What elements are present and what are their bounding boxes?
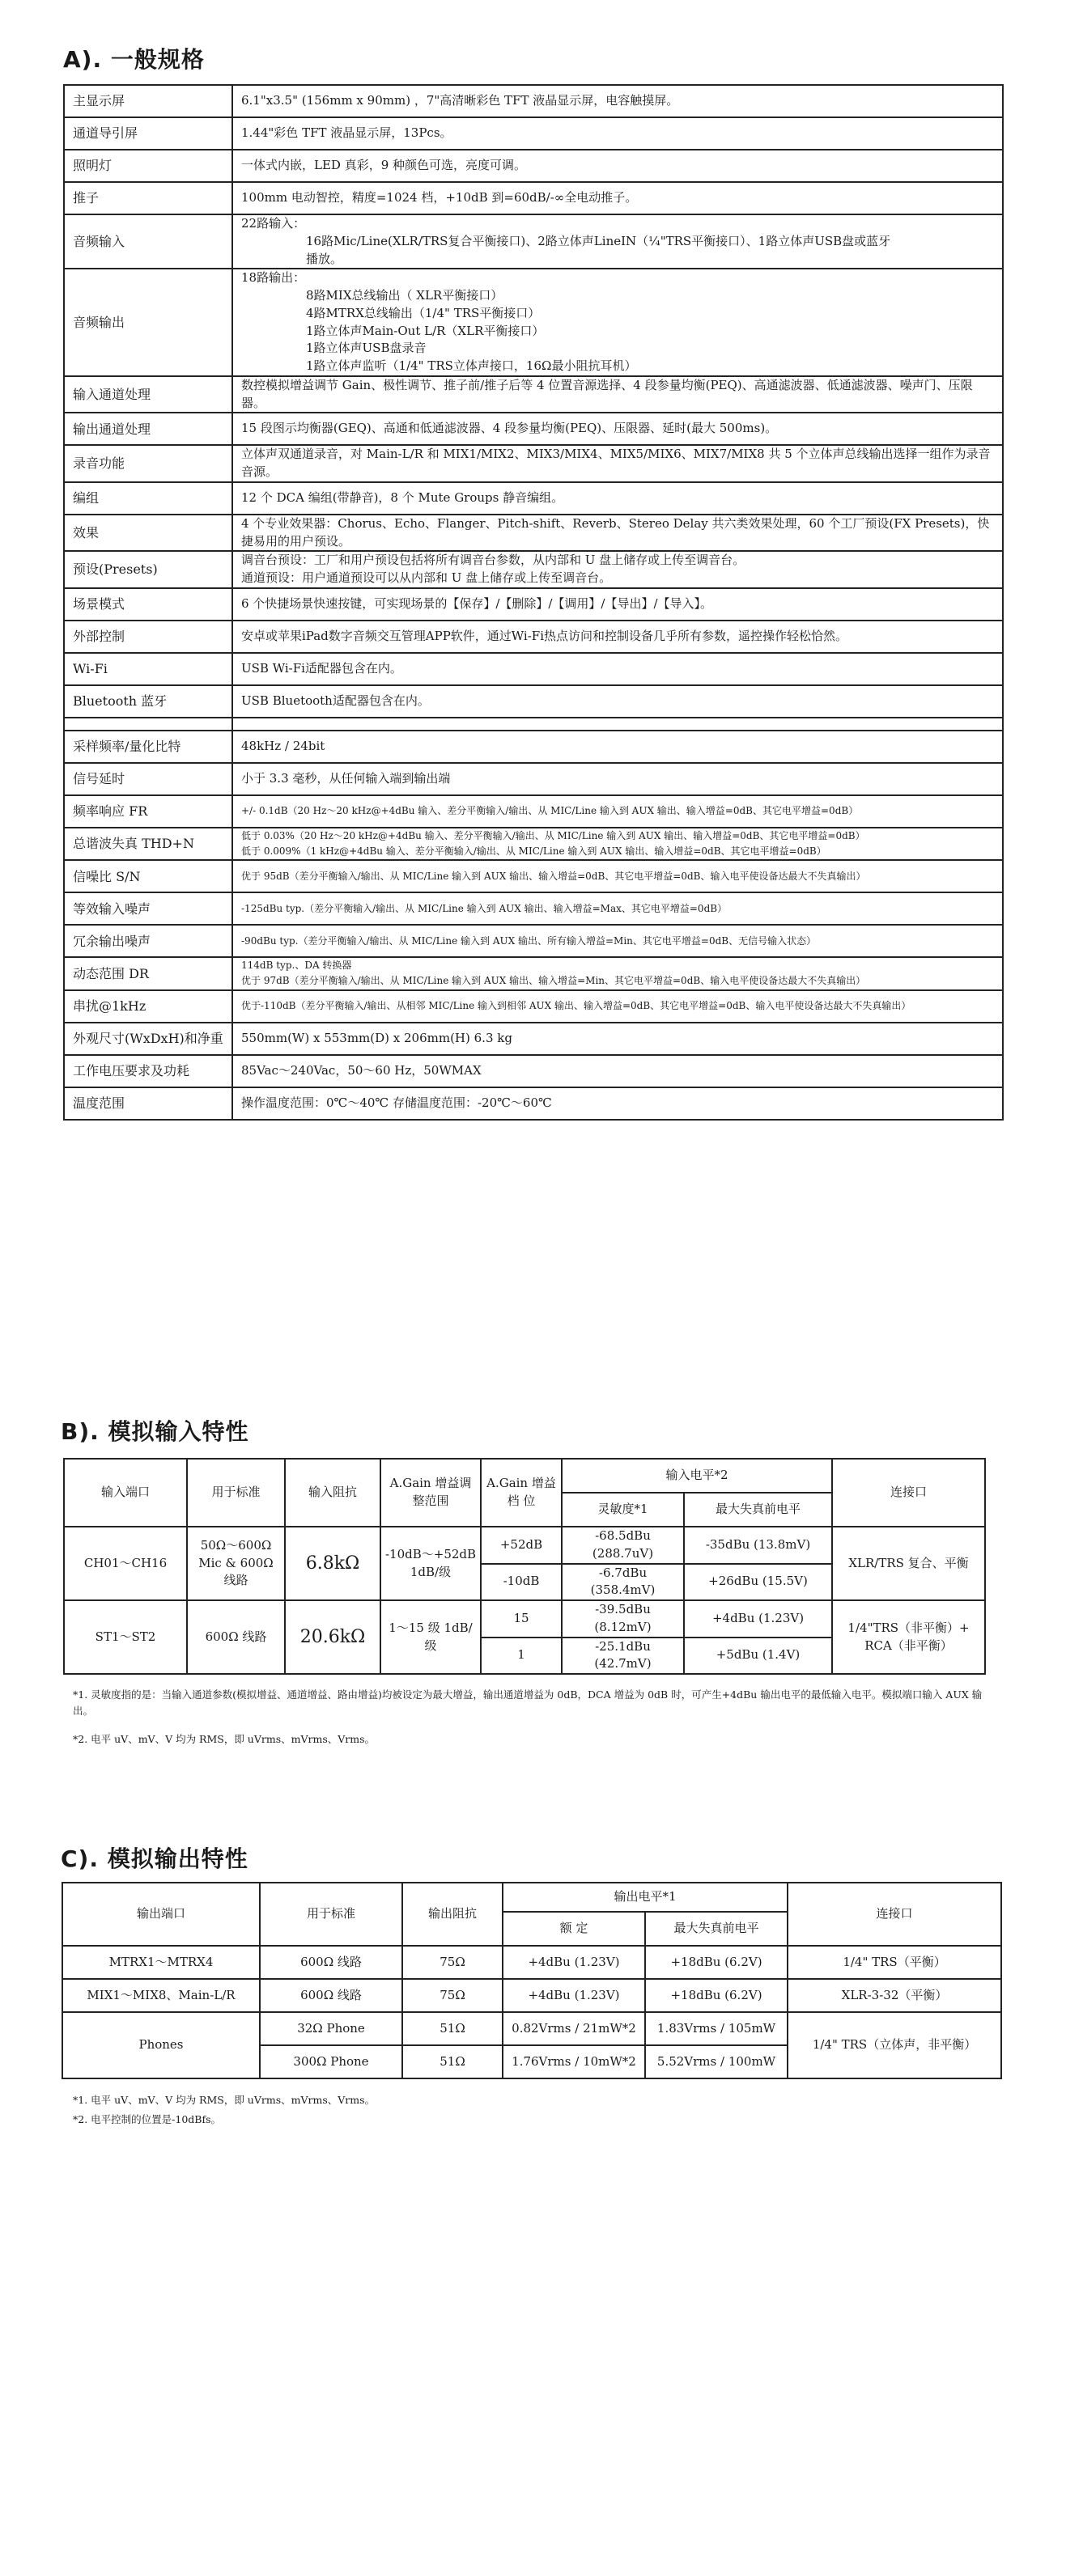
spec-value: 85Vac～240Vac，50～60 Hz，50WMAX: [232, 1055, 1003, 1087]
spec-value: [232, 957, 1003, 989]
spec-label: Bluetooth 蓝牙: [64, 685, 232, 718]
header-connector: 连接口: [832, 1459, 985, 1527]
spec-label: 音频输入: [64, 214, 232, 269]
spec-value-line: -90dBu typ.（差分平衡输入/输出、从 MIC/Line 输入到 AUX 输出、所有输入增益=Min、其它电平增益=0dB、无信号输入状态）: [241, 934, 817, 947]
spec-value: 550mm(W) x 553mm(D) x 206mm(H) 6.3 kg: [232, 1023, 1003, 1055]
header-use: 用于标准: [260, 1883, 402, 1946]
table-row: [64, 892, 1003, 925]
header-use: 用于标准: [187, 1459, 285, 1527]
spec-value: 48kHz / 24bit: [232, 731, 1003, 763]
spec-value: [232, 828, 1003, 860]
spec-value-line: 调音台预设：工厂和用户预设包括将所有调音台参数，从内部和 U 盘上储存或上传至调音台。: [241, 553, 745, 568]
spec-label: 外观尺寸(WxDxH)和净重: [64, 1023, 232, 1055]
spec-label: 动态范围 DR: [64, 957, 232, 989]
input-note-1: *1. 灵敏度指的是：当输入通道参数(模拟增益、通道增益、路由增益)均被设定为最大增益，输出通道增益为 0dB，DCA 增益为 0dB 时，可产生+4dBu 输出电平的最低输入电平。模拟端口输入 AUX 输出。: [73, 1688, 983, 1717]
header-gain-position: A.Gain 增益档 位: [481, 1459, 562, 1527]
gain-range-cell: 1～15 级 1dB/级: [380, 1600, 481, 1674]
table-row: [64, 653, 1003, 685]
use-cell: 600Ω 线路: [260, 1979, 402, 2012]
spec-value: [232, 860, 1003, 892]
spec-label: 信噪比 S/N: [64, 860, 232, 892]
use-cell: 600Ω 线路: [187, 1600, 285, 1674]
table-row: [62, 1979, 1001, 2012]
gain-position-cell: +52dB: [481, 1527, 562, 1564]
rated-cell: +4dBu (1.23V): [503, 1946, 645, 1979]
spec-value: 6.1"x3.5" (156mm x 90mm) ，7"高清晰彩色 TFT 液晶显示屏，电容触摸屏。: [232, 85, 1003, 117]
port-cell: MIX1～MIX8、Main-L/R: [62, 1979, 260, 2012]
spec-value: [232, 214, 1003, 269]
spec-label: 录音功能: [64, 445, 232, 482]
spec-value: [232, 551, 1003, 588]
max-level-cell: 1.83Vrms / 105mW: [645, 2012, 788, 2045]
spec-value-line: 优于 95dB（差分平衡输入/输出、从 MIC/Line 输入到 AUX 输出、输入增益=0dB、其它电平增益=0dB、输入电平使设备达最大不失真输出）: [241, 870, 866, 882]
header-impedance: 输出阻抗: [402, 1883, 503, 1946]
max-level-cell: +18dBu (6.2V): [645, 1979, 788, 2012]
spec-value-line: 1路立体声USB盘录音: [306, 341, 427, 356]
spec-value: [232, 925, 1003, 957]
spec-label: 频率响应 FR: [64, 795, 232, 828]
spec-label: 输入通道处理: [64, 376, 232, 413]
spec-value-line: 通道预设：用户通道预设可以从内部和 U 盘上储存或上传至调音台。: [241, 570, 612, 585]
spec-label: 总谐波失真 THD+N: [64, 828, 232, 860]
spec-value: 数控模拟增益调节 Gain、极性调节、推子前/推子后等 4 位置音源选择、4 段参量均衡(PEQ)、高通滤波器、低通滤波器、噪声门、压限器。: [232, 376, 1003, 413]
spacer-cell: [232, 718, 1003, 731]
gain-range-cell: -10dB～+52dB 1dB/级: [380, 1527, 481, 1600]
port-cell: Phones: [62, 2012, 260, 2078]
impedance-cell: 51Ω: [402, 2045, 503, 2078]
general-spec-table: [63, 84, 1004, 1121]
section-b-title: B). 模拟输入特性: [61, 1418, 249, 1445]
spec-value: 安卓或苹果iPad数字音频交互管理APP软件，通过Wi-Fi热点访问和控制设备几乎所有参数，遥控操作轻松恰然。: [232, 621, 1003, 653]
spec-value-head: 18路输出：: [241, 270, 306, 286]
spec-value: [232, 795, 1003, 828]
spec-value-line: 16路Mic/Line(XLR/TRS复合平衡接口)、2路立体声LineIN（¼"TRS平衡接口）、1路立体声USB盘或蓝牙: [306, 233, 891, 248]
spec-label: 采样频率/量化比特: [64, 731, 232, 763]
header-max-level: 最大失真前电平: [684, 1493, 832, 1527]
gain-position-cell: 1: [481, 1638, 562, 1675]
spec-value: [232, 269, 1003, 376]
table-row: [64, 1055, 1003, 1087]
spec-value: USB Wi-Fi适配器包含在内。: [232, 653, 1003, 685]
table-row: [64, 957, 1003, 989]
output-note-2: *2. 电平控制的位置是-10dBfs。: [73, 2113, 222, 2125]
spec-label: 工作电压要求及功耗: [64, 1055, 232, 1087]
table-row: [64, 990, 1003, 1023]
table-row: [64, 85, 1003, 117]
spec-value: [232, 990, 1003, 1023]
spec-label: 串扰@1kHz: [64, 990, 232, 1023]
spacer-cell: [64, 718, 232, 731]
sensitivity-cell: -25.1dBu (42.7mV): [562, 1638, 684, 1675]
spec-value-line: 播放。: [306, 251, 343, 266]
table-row: [64, 795, 1003, 828]
spec-label: 冗余输出噪声: [64, 925, 232, 957]
spec-value-line: 低于 0.009%（1 kHz@+4dBu 输入、差分平衡输入/输出、从 MIC/Line 输入到 AUX 输出、输入增益=0dB、其它电平增益=0dB）: [241, 845, 826, 857]
analog-output-table: [62, 1882, 1002, 2079]
analog-input-table: [63, 1458, 986, 1675]
table-row: [64, 1600, 985, 1638]
table-row: [62, 1946, 1001, 1979]
sensitivity-cell: -39.5dBu (8.12mV): [562, 1600, 684, 1638]
table-row: [64, 860, 1003, 892]
connector-cell: 1/4"TRS（非平衡）+ RCA（非平衡）: [832, 1600, 985, 1674]
table-row: [64, 182, 1003, 214]
table-row: [64, 1023, 1003, 1055]
table-spacer-row: [64, 718, 1003, 731]
max-level-cell: +18dBu (6.2V): [645, 1946, 788, 1979]
use-cell: 32Ω Phone: [260, 2012, 402, 2045]
table-row: [64, 621, 1003, 653]
table-row: [64, 515, 1003, 552]
max-level-cell: -35dBu (13.8mV): [684, 1527, 832, 1564]
spec-label: 外部控制: [64, 621, 232, 653]
spec-value-line: 1路立体声Main-Out L/R（XLR平衡接口）: [306, 323, 545, 338]
spec-value-line: 1路立体声监听（1/4" TRS立体声接口，16Ω最小阻抗耳机）: [306, 358, 637, 373]
spec-value: 6 个快捷场景快速按键，可实现场景的【保存】/【删除】/【调用】/【导出】/【导入】。: [232, 588, 1003, 621]
spec-value-line: -125dBu typ.（差分平衡输入/输出、从 MIC/Line 输入到 AUX 输出、输入增益=Max、其它电平增益=0dB）: [241, 902, 728, 914]
section-a-title: A). 一般规格: [63, 46, 205, 73]
connector-cell: 1/4" TRS（平衡）: [788, 1946, 1001, 1979]
spec-value-line: 4路MTRX总线输出（1/4" TRS平衡接口）: [306, 305, 541, 320]
table-row: [64, 150, 1003, 182]
table-row: [64, 376, 1003, 413]
spec-label: 预设(Presets): [64, 551, 232, 588]
header-output-port: 输出端口: [62, 1883, 260, 1946]
use-cell: 600Ω 线路: [260, 1946, 402, 1979]
header-sensitivity: 灵敏度*1: [562, 1493, 684, 1527]
sensitivity-cell: -68.5dBu (288.7uV): [562, 1527, 684, 1564]
spec-label: 主显示屏: [64, 85, 232, 117]
table-row: [62, 2012, 1001, 2045]
spec-value-line: 114dB typ.、DA 转换器: [241, 960, 352, 972]
header-gain-range: A.Gain 增益调整范围: [380, 1459, 481, 1527]
spec-label: 信号延时: [64, 763, 232, 795]
spec-value-head: 22路输入：: [241, 216, 306, 231]
spec-value: 100mm 电动智控，精度=1024 档，+10dB 到=60dB/-∞全电动推子。: [232, 182, 1003, 214]
table-row: [64, 551, 1003, 588]
spec-label: 照明灯: [64, 150, 232, 182]
connector-cell: 1/4" TRS（立体声，非平衡）: [788, 2012, 1001, 2078]
table-row: [64, 763, 1003, 795]
spec-value: 立体声双通道录音，对 Main-L/R 和 MIX1/MIX2、MIX3/MIX4、MIX5/MIX6、MIX7/MIX8 共 5 个立体声总线输出选择一组作为录音音源。: [232, 445, 1003, 482]
spec-value: 12 个 DCA 编组(带静音)，8 个 Mute Groups 静音编组。: [232, 482, 1003, 515]
table-row: [64, 731, 1003, 763]
spec-value: USB Bluetooth适配器包含在内。: [232, 685, 1003, 718]
table-row: [64, 413, 1003, 445]
gain-position-cell: -10dB: [481, 1564, 562, 1601]
spec-value: [232, 892, 1003, 925]
spec-value: 1.44"彩色 TFT 液晶显示屏，13Pcs。: [232, 117, 1003, 150]
connector-cell: XLR-3-32（平衡）: [788, 1979, 1001, 2012]
table-row: [64, 445, 1003, 482]
port-cell: CH01～CH16: [64, 1527, 187, 1600]
table-row: [64, 685, 1003, 718]
use-cell: 50Ω～600Ω Mic & 600Ω 线路: [187, 1527, 285, 1600]
spec-value-line: +/- 0.1dB（20 Hz～20 kHz@+4dBu 输入、差分平衡输入/输出、从 MIC/Line 输入到 AUX 输出、输入增益=0dB、其它电平增益=0dB）: [241, 805, 859, 817]
impedance-cell: 20.6kΩ: [285, 1600, 380, 1674]
spec-label: 温度范围: [64, 1087, 232, 1120]
table-row: [64, 588, 1003, 621]
impedance-cell: 6.8kΩ: [285, 1527, 380, 1600]
spec-value-line: 优于 97dB（差分平衡输入/输出、从 MIC/Line 输入到 AUX 输出、输入增益=Min、其它电平增益=0dB、输入电平使设备达最大不失真输出）: [241, 975, 866, 987]
rated-cell: +4dBu (1.23V): [503, 1979, 645, 2012]
table-row: [64, 1087, 1003, 1120]
table-row: [64, 269, 1003, 376]
sensitivity-cell: -6.7dBu (358.4mV): [562, 1564, 684, 1601]
table-row: [64, 925, 1003, 957]
max-level-cell: +26dBu (15.5V): [684, 1564, 832, 1601]
spec-label: Wi-Fi: [64, 653, 232, 685]
header-max-level: 最大失真前电平: [645, 1912, 788, 1946]
impedance-cell: 75Ω: [402, 1979, 503, 2012]
spec-value-line: 低于 0.03%（20 Hz～20 kHz@+4dBu 输入、差分平衡输入/输出、从 MIC/Line 输入到 AUX 输出、输入增益=0dB、其它电平增益=0dB）: [241, 829, 865, 841]
use-cell: 300Ω Phone: [260, 2045, 402, 2078]
table-row: [64, 117, 1003, 150]
header-rated: 额 定: [503, 1912, 645, 1946]
table-row: [64, 1527, 985, 1564]
connector-cell: XLR/TRS 复合、平衡: [832, 1527, 985, 1600]
table-row: [64, 214, 1003, 269]
header-output-level: 输出电平*1: [503, 1883, 788, 1912]
rated-cell: 0.82Vrms / 21mW*2: [503, 2012, 645, 2045]
input-note-2: *2. 电平 uV、mV、V 均为 RMS，即 uVrms、mVrms、Vrms。: [73, 1733, 376, 1745]
gain-position-cell: 15: [481, 1600, 562, 1638]
table-row: [64, 482, 1003, 515]
header-connector: 连接口: [788, 1883, 1001, 1946]
max-level-cell: 5.52Vrms / 100mW: [645, 2045, 788, 2078]
max-level-cell: +4dBu (1.23V): [684, 1600, 832, 1638]
spec-label: 通道导引屏: [64, 117, 232, 150]
spec-label: 等效输入噪声: [64, 892, 232, 925]
max-level-cell: +5dBu (1.4V): [684, 1638, 832, 1675]
port-cell: ST1～ST2: [64, 1600, 187, 1674]
impedance-cell: 51Ω: [402, 2012, 503, 2045]
spec-value-line: 8路MIX总线输出（ XLR平衡接口）: [306, 288, 503, 303]
spec-label: 效果: [64, 515, 232, 552]
spec-value: 15 段图示均衡器(GEQ)、高通和低通滤波器、4 段参量均衡(PEQ)、压限器、延时(最大 500ms)。: [232, 413, 1003, 445]
rated-cell: 1.76Vrms / 10mW*2: [503, 2045, 645, 2078]
spec-value: 操作温度范围：0℃～40℃ 存储温度范围：-20℃～60℃: [232, 1087, 1003, 1120]
spec-value: 一体式内嵌，LED 真彩，9 种颜色可选，亮度可调。: [232, 150, 1003, 182]
header-impedance: 输入阻抗: [285, 1459, 380, 1527]
spec-value: 小于 3.3 毫秒，从任何输入端到输出端: [232, 763, 1003, 795]
spec-label: 输出通道处理: [64, 413, 232, 445]
port-cell: MTRX1～MTRX4: [62, 1946, 260, 1979]
spec-label: 推子: [64, 182, 232, 214]
section-c-title: C). 模拟输出特性: [61, 1845, 248, 1872]
spec-label: 编组: [64, 482, 232, 515]
spec-value: 4 个专业效果器：Chorus、Echo、Flanger、Pitch-shift、Reverb、Stereo Delay 共六类效果处理，60 个工厂预设(FX Presets)，快捷易用的用户预设。: [232, 515, 1003, 552]
impedance-cell: 75Ω: [402, 1946, 503, 1979]
output-note-1: *1. 电平 uV、mV、V 均为 RMS，即 uVrms、mVrms、Vrms。: [73, 2094, 376, 2106]
table-row: [64, 828, 1003, 860]
header-input-port: 输入端口: [64, 1459, 187, 1527]
spec-label: 场景模式: [64, 588, 232, 621]
header-input-level: 输入电平*2: [562, 1459, 832, 1493]
spec-value-line: 优于-110dB（差分平衡输入/输出、从相邻 MIC/Line 输入到相邻 AUX 输出、输入增益=0dB、其它电平增益=0dB、输入电平使设备达最大不失真输出）: [241, 999, 911, 1011]
spec-label: 音频输出: [64, 269, 232, 376]
